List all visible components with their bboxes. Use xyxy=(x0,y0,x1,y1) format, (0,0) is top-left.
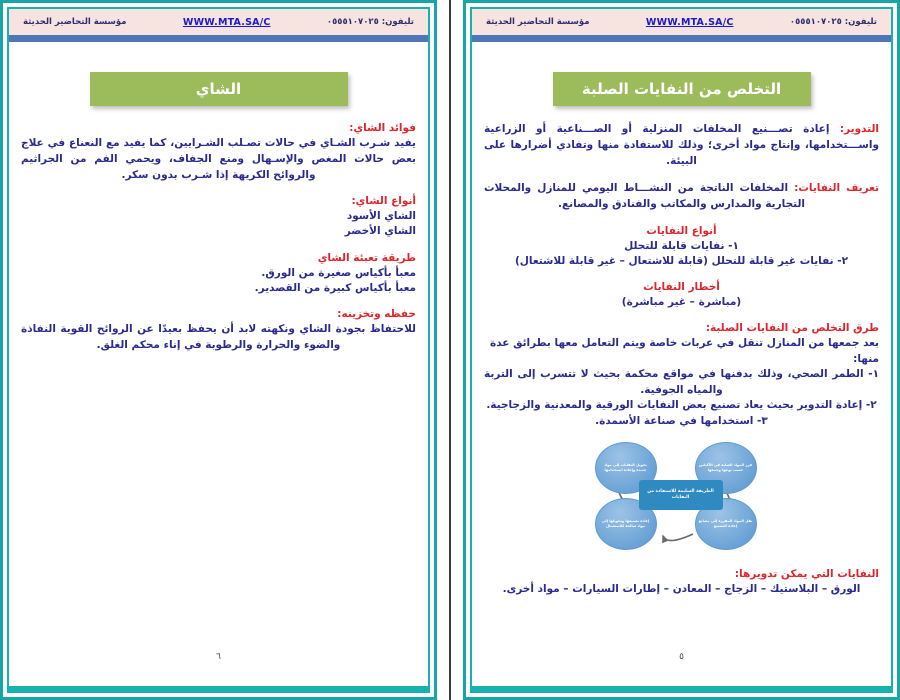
website-link[interactable]: WWW.MTA.SA/C xyxy=(182,16,271,28)
section-recyclable-materials xyxy=(484,568,879,598)
page-body-waste xyxy=(472,42,891,650)
waste-types-heading: أنواع النفايات xyxy=(646,224,717,237)
page-waste xyxy=(463,0,900,700)
recycling-cycle-diagram xyxy=(577,442,787,554)
section-tea-storage xyxy=(21,308,416,354)
page-number: ٦ xyxy=(216,652,221,662)
telephone-number: تليفون: ٠٥٥٥١٠٧٠٢٥ xyxy=(326,17,414,27)
page-title-waste: التخلص من النفايات الصلبة xyxy=(553,72,811,106)
organization-name: مؤسسة التحاضير الحديثة xyxy=(486,17,590,27)
diagram-node-label: نقل المواد المفرزة إلى مصانع إعادة التصنيع xyxy=(698,519,753,528)
header-rule xyxy=(472,35,891,42)
recyclable-heading: النفايات التي يمكن تدويرها: xyxy=(734,567,879,580)
header-rule xyxy=(9,35,428,42)
disposal-methods-list xyxy=(484,367,879,430)
waste-type-item: ١- نفايات قابلة للتحلل xyxy=(624,239,739,252)
document-header xyxy=(472,9,891,35)
telephone-number: تليفون: ٠٥٥٥١٠٧٠٢٥ xyxy=(789,17,877,27)
tea-type-item: الشاي الأسود xyxy=(346,210,416,223)
disposal-intro: بعد جمعها من المنازل تنقل في عربات خاصة ويتم التعامل معها بطرائق عدة منها: xyxy=(490,337,879,365)
packaging-item: معبأ بأكياس كبيرة من القصدير. xyxy=(254,281,416,294)
section-tea-benefits xyxy=(21,122,416,183)
page-tea xyxy=(0,0,437,700)
packaging-item: معبأ بأكياس صغيرة من الورق. xyxy=(261,266,416,279)
waste-definition-paragraph xyxy=(484,181,879,213)
section-waste-definition xyxy=(484,181,879,213)
tea-type-item: الشاي الأخضر xyxy=(344,225,416,238)
benefits-text: يفيد شـرب الشـاي في حالات تصـلب الشـرايين، كما يفيد مع النعناع في علاج بعض حالات المغص والإسـهال ومنع الجفاف، ويحمي الفم من الجراثيم والروائح الكريهة إذا شـرب بدون سكر. xyxy=(21,137,416,181)
diagram-node-number: ٣ xyxy=(602,501,605,506)
diagram-node-label: فرز المواد الصلبة في الأكياس حسب نوعها وجمعها xyxy=(699,463,752,472)
organization-name: مؤسسة التحاضير الحديثة xyxy=(23,17,127,27)
disposal-heading: طرق التخلص من النفايات الصلبة: xyxy=(705,322,879,335)
page-inner-frame xyxy=(470,7,893,693)
packaging-heading: طريقة تعبئة الشاي xyxy=(317,251,416,264)
page-footer-tea xyxy=(9,650,428,686)
page-footer-waste xyxy=(472,650,891,686)
diagram-node-number: ١ xyxy=(702,445,705,450)
title-wrapper xyxy=(21,72,416,106)
section-disposal-methods xyxy=(484,322,879,429)
page-number: ٥ xyxy=(679,652,684,662)
document-header xyxy=(9,9,428,35)
disposal-method-item: ٣- استخدامها في صناعة الأسمدة. xyxy=(595,415,768,428)
page-inner-frame xyxy=(7,7,430,693)
recycling-paragraph xyxy=(484,122,879,169)
page-divider xyxy=(449,0,451,700)
dangers-heading: أخطار النفايات xyxy=(643,281,720,294)
section-waste-types xyxy=(484,225,879,269)
recyclable-text: الورق – البلاستيك – الزجاج – المعادن – إطارات السيارات – مواد أخرى. xyxy=(502,582,861,595)
waste-type-item: ٢- نفايات غير قابلة للتحلل (قابلة للاشتعال – غير قابلة للاشتعال) xyxy=(514,254,849,267)
diagram-node-label: إعادة تصنيعها وتحويلها إلى مواد صالحة للاستعمال xyxy=(601,519,650,528)
diagram-node-number: ٤ xyxy=(602,445,605,450)
bottom-rule xyxy=(472,686,891,691)
recycling-lead: التدوير: xyxy=(839,123,879,135)
page-title-tea: الشاي xyxy=(90,72,348,106)
storage-heading: حفظه وتخزينه: xyxy=(337,308,416,321)
diagram-center-text: الطريقة السليمة للاستفادة من النفايات xyxy=(647,488,714,500)
types-heading: أنواع الشاي: xyxy=(351,195,416,208)
bottom-rule xyxy=(9,686,428,691)
disposal-method-item: ١- الطمر الصحي، وذلك بدفنها في مواقع محكمة بحيث لا تتسرب إلى التربة والمياه الجوفية. xyxy=(484,367,879,396)
section-recycling-definition xyxy=(484,122,879,169)
title-wrapper xyxy=(484,72,879,106)
section-tea-packaging xyxy=(21,252,416,296)
diagram-node-label: تحويل النفايات إلى مواد جديدة وإعادة استخدامها xyxy=(604,463,647,472)
diagram-center-label xyxy=(639,480,723,510)
dangers-note: (مباشرة – غير مباشرة) xyxy=(621,296,742,309)
page-body-tea xyxy=(9,42,428,650)
website-link[interactable]: WWW.MTA.SA/C xyxy=(645,16,734,28)
section-tea-types xyxy=(21,195,416,239)
waste-definition-lead: تعريف النفايات: xyxy=(794,182,880,195)
storage-text: للاحتفاظ بجودة الشاي ونكهته لابد أن يحفظ بعيدًا عن الروائح القوية النفاذة والضوء والحرارة والرطوبة في إناء محكم الغلق. xyxy=(21,323,416,351)
recycling-text: إعادة تصـــنيع المخلفات المنزلية أو الصـــناعية أو الزراعية واســـتخدامها، وإنتاج مواد أخرى؛ وذلك للاستفادة منها وتفادي أضرارها على البيئة. xyxy=(484,123,879,167)
waste-definition-text: المخلفات الناتجة من النشـــاط اليومي للمنازل والمحلات التجارية والمدارس والمكاتب والفنادق والمصانع. xyxy=(484,182,805,210)
disposal-method-item: ٢- إعادة التدوير بحيث يعاد تصنيع بعض النفايات الورقية والمعدنية والزجاجية. xyxy=(486,399,877,412)
benefits-heading: فوائد الشاي: xyxy=(349,122,416,134)
section-waste-dangers xyxy=(484,281,879,310)
